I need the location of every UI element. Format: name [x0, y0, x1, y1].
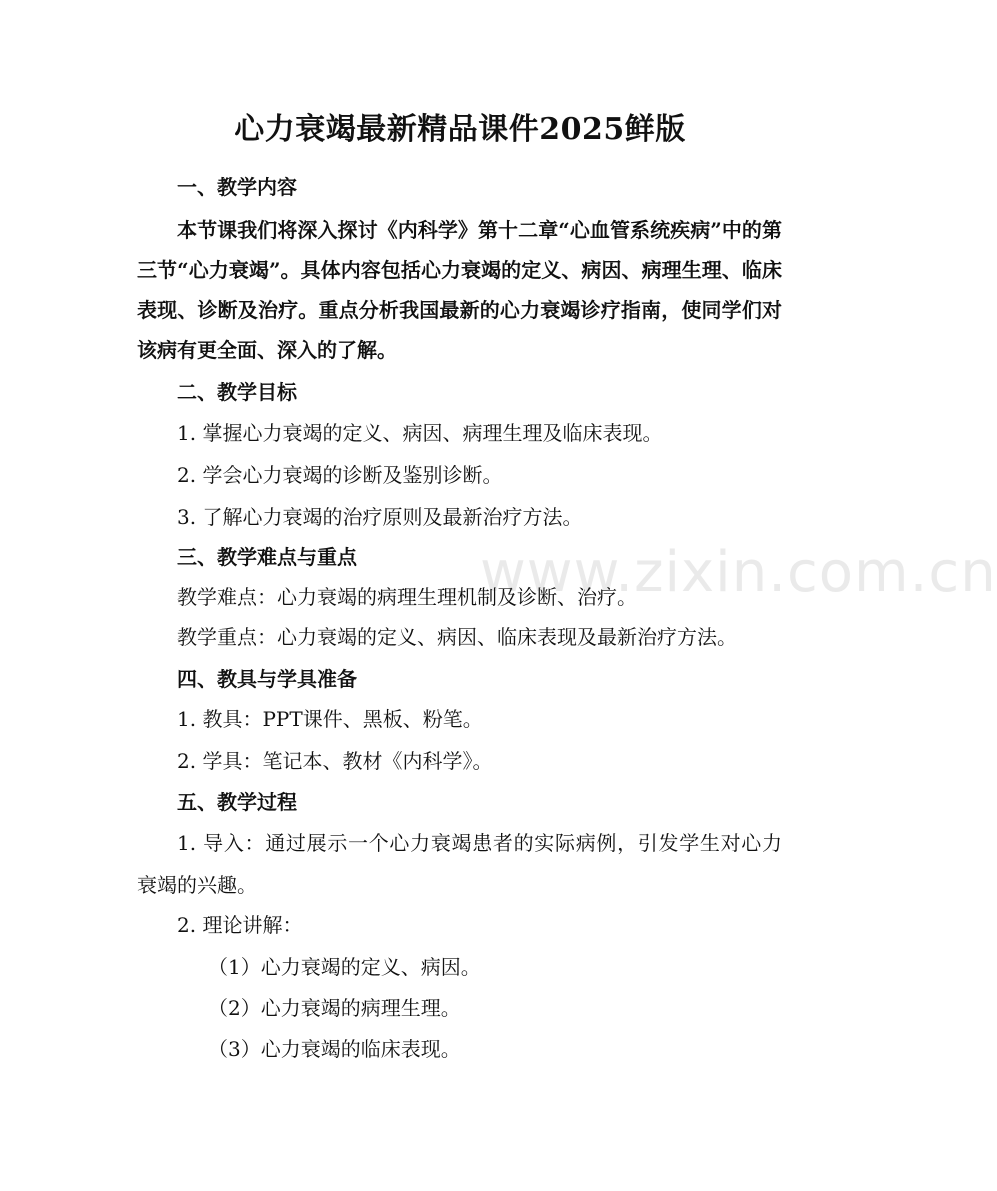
material-item: 2. 学具：笔记本、教材《内科学》。 — [177, 749, 493, 773]
theory-subitem: （2）心力衰竭的病理生理。 — [208, 996, 461, 1020]
theory-subitem: （3）心力衰竭的临床表现。 — [208, 1037, 461, 1061]
section-heading-content: 一、教学内容 — [177, 175, 297, 199]
section-heading-materials: 四、教具与学具准备 — [177, 667, 357, 691]
objective-item: 2. 学会心力衰竭的诊断及鉴别诊断。 — [177, 463, 503, 487]
section-heading-process: 五、教学过程 — [177, 790, 297, 814]
objective-item: 1. 掌握心力衰竭的定义、病因、病理生理及临床表现。 — [177, 421, 663, 445]
material-item: 1. 教具：PPT课件、黑板、粉笔。 — [177, 707, 483, 731]
content-paragraph: 本节课我们将深入探讨《内科学》第十二章“心血管系统疾病”中的第三节“心力衰竭”。具体内容包括心力衰竭的定义、病因、病理生理、临床表现、诊断及治疗。重点分析我国最新的心力衰竭诊疗指南，使同学们对该病有更全面、深入的了解。 — [137, 218, 782, 362]
watermark: www.zixin.com.cn — [480, 540, 997, 605]
objective-item: 3. 了解心力衰竭的治疗原则及最新治疗方法。 — [177, 505, 583, 529]
theory-subitem: （1）心力衰竭的定义、病因。 — [208, 955, 481, 979]
document-title: 心力衰竭最新精品课件2025鲜版 — [234, 112, 686, 147]
section-heading-difficulties: 三、教学难点与重点 — [177, 545, 357, 569]
process-intro: 1. 导入：通过展示一个心力衰竭患者的实际病例，引发学生对心力衰竭的兴趣。 — [137, 831, 782, 897]
section-heading-objectives: 二、教学目标 — [177, 380, 297, 404]
process-theory: 2. 理论讲解： — [177, 913, 303, 937]
key-point: 教学重点：心力衰竭的定义、病因、临床表现及最新治疗方法。 — [177, 625, 737, 649]
difficult-point: 教学难点：心力衰竭的病理生理机制及诊断、治疗。 — [177, 585, 637, 609]
